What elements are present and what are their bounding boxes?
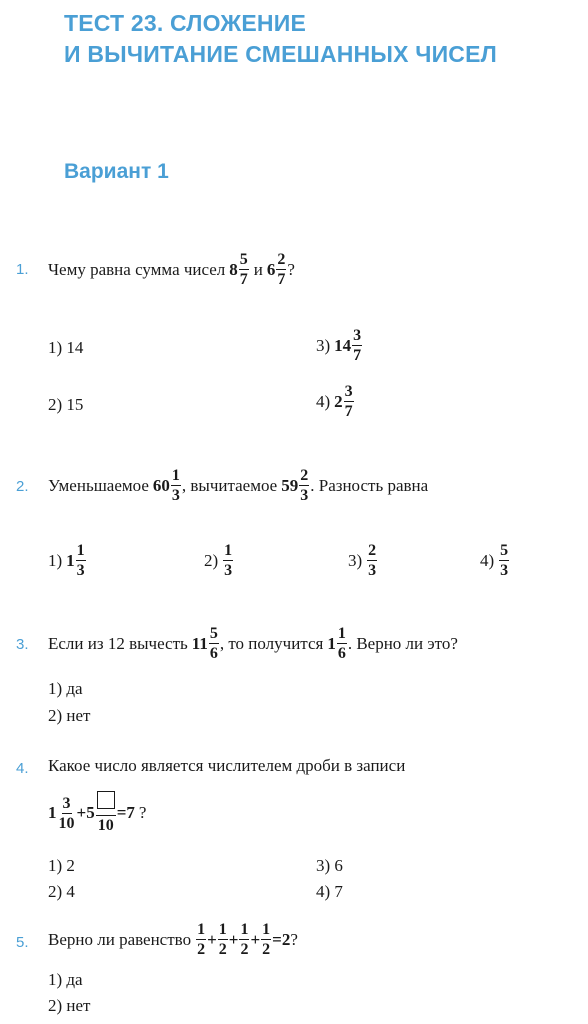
q3-fraction-1: $\frac{5}{6}$ bbox=[209, 625, 218, 662]
q1-option-3[interactable]: 3) 14 $\frac{3}{7}$ bbox=[316, 327, 362, 364]
variant-heading: Вариант 1 bbox=[64, 160, 169, 183]
q1-option-2[interactable]: 2) 15 bbox=[48, 395, 84, 414]
question-4-number: 4. bbox=[16, 760, 29, 777]
q1-option-1[interactable]: 1) 14 bbox=[48, 338, 84, 357]
q1-fraction-2: $\frac{2}{7}$ bbox=[277, 251, 286, 288]
q2-option-4[interactable]: 4) $\frac{5}{3}$ bbox=[480, 542, 509, 579]
q3-option-1[interactable]: 1) да bbox=[48, 679, 83, 698]
q5-fraction-4: $\frac{1}{2}$ bbox=[262, 921, 271, 958]
test-title bbox=[64, 8, 497, 70]
q1-mixed1-whole: 8 bbox=[229, 259, 238, 279]
q4-option-3[interactable]: 3) 6 bbox=[316, 856, 343, 875]
question-3-text: Если из 12 вычесть 11 $\frac{5}{6}$ , то получится 1 $\frac{1}{6}$ . Верно ли это? bbox=[48, 625, 458, 662]
q2-fraction-2: $\frac{2}{3}$ bbox=[300, 467, 309, 504]
q4-expression: 1 $\frac{3}{10}$ + 5 10 =7 ? bbox=[48, 791, 146, 835]
q1-conjunction: и bbox=[253, 259, 263, 279]
q2-fraction-1: $\frac{1}{3}$ bbox=[171, 467, 180, 504]
q1-question-mark: ? bbox=[287, 259, 295, 279]
q4-fraction-1: $\frac{3}{10}$ bbox=[58, 794, 75, 832]
question-5-text: Верно ли равенство $\frac{1}{2}$ + $\frac{1}{2}$ + $\frac{1}{2}$ + $\frac{1}{2}$ =2 ? bbox=[48, 921, 298, 958]
question-5-number: 5. bbox=[16, 934, 29, 951]
question-1-label: Чему равна сумма чисел bbox=[48, 259, 226, 279]
q1-mixed2-whole: 6 bbox=[266, 259, 276, 279]
q5-fraction-1: $\frac{1}{2}$ bbox=[197, 921, 206, 958]
question-1-text bbox=[48, 250, 295, 289]
q4-option-4[interactable]: 4) 7 bbox=[316, 882, 343, 901]
test-title-line2: И ВЫЧИТАНИЕ СМЕШАННЫХ ЧИСЕЛ bbox=[64, 41, 497, 67]
q5-option-2[interactable]: 2) нет bbox=[48, 996, 91, 1015]
question-3-number: 3. bbox=[16, 636, 29, 653]
q5-option-1[interactable]: 1) да bbox=[48, 970, 83, 989]
q5-fraction-2: $\frac{1}{2}$ bbox=[218, 921, 227, 958]
q2-option-3[interactable]: 3) $\frac{2}{3}$ bbox=[348, 542, 377, 579]
question-1-number: 1. bbox=[16, 261, 29, 278]
q2-option-2[interactable]: 2) $\frac{1}{3}$ bbox=[204, 542, 233, 579]
q3-option-2[interactable]: 2) нет bbox=[48, 706, 91, 725]
q1-option-4[interactable]: 4) 2 $\frac{3}{7}$ bbox=[316, 383, 353, 420]
q4-option-2[interactable]: 2) 4 bbox=[48, 882, 75, 901]
blank-numerator-box bbox=[97, 791, 115, 809]
question-4-text: Какое число является числителем дроби в записи bbox=[48, 756, 406, 775]
q5-fraction-3: $\frac{1}{2}$ bbox=[240, 921, 249, 958]
q4-option-1[interactable]: 1) 2 bbox=[48, 856, 75, 875]
q4-fraction-2: 10 bbox=[96, 791, 116, 835]
question-2-text: Уменьшаемое 60 $\frac{1}{3}$ , вычитаемое 59 $\frac{2}{3}$ . Разность равна bbox=[48, 467, 429, 504]
q3-fraction-2: $\frac{1}{6}$ bbox=[337, 625, 346, 662]
q2-option-1[interactable]: 1) 1 $\frac{1}{3}$ bbox=[48, 542, 85, 579]
test-title-line1: ТЕСТ 23. СЛОЖЕНИЕ bbox=[64, 10, 307, 36]
question-2-number: 2. bbox=[16, 478, 29, 495]
q1-fraction-1: $\frac{5}{7}$ bbox=[239, 251, 248, 288]
